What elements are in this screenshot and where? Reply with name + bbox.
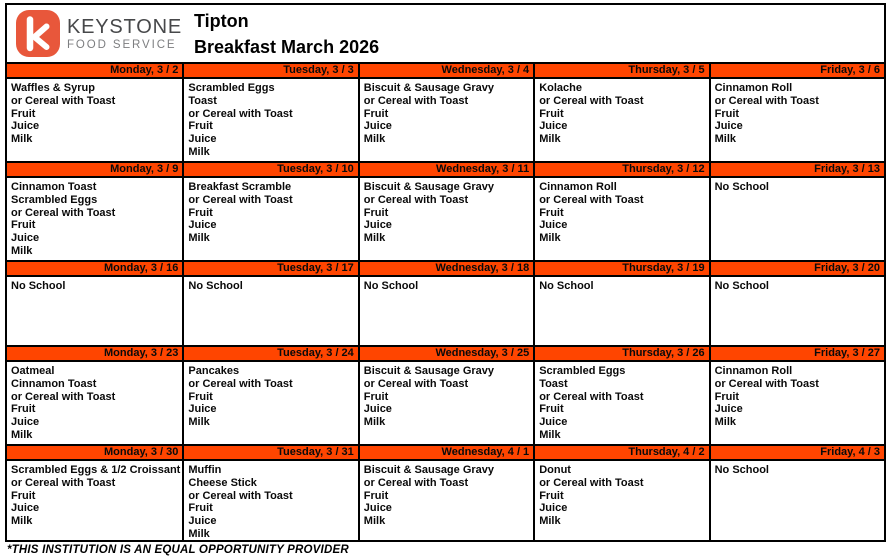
- menu-item: Fruit: [714, 107, 740, 120]
- menu-item: Milk: [11, 133, 33, 146]
- menu-item: Biscuit & Sausage Gravy: [363, 181, 495, 193]
- menu-item: Biscuit & Sausage Gravy: [363, 365, 495, 377]
- menu-item: Scrambled Eggs: [188, 82, 275, 94]
- menu-item: Juice: [188, 219, 217, 232]
- menu-item: Fruit: [363, 206, 389, 219]
- menu-item: Fruit: [188, 390, 213, 403]
- menu-item: Milk: [11, 244, 33, 257]
- brand-name-line1: KEYSTONE: [67, 15, 182, 38]
- menu-item: or Cereal with Toast: [11, 206, 116, 219]
- menu-item: Fruit: [188, 120, 213, 133]
- menu-cell: [182, 79, 357, 161]
- menu-item: Juice: [539, 502, 568, 515]
- menu-cell: [533, 178, 708, 260]
- menu-item: Milk: [363, 515, 386, 528]
- day-header: Tuesday, 3 / 17: [182, 262, 357, 275]
- menu-item: or Cereal with Toast: [363, 377, 469, 390]
- menu-title: Breakfast March 2026: [194, 36, 380, 57]
- menu-item: Biscuit & Sausage Gravy: [363, 82, 495, 94]
- brand-name: [67, 16, 182, 52]
- menu-cell: [358, 461, 533, 540]
- menu-item: Cinnamon Roll: [714, 365, 793, 377]
- day-header: Friday, 4 / 3: [709, 446, 884, 459]
- menu-item: Fruit: [539, 489, 564, 502]
- menu-item: Cheese Stick: [188, 476, 257, 489]
- week-5-header-row: [7, 444, 884, 461]
- menu-item: Juice: [714, 120, 743, 133]
- menu-item: or Cereal with Toast: [188, 377, 293, 390]
- day-header: Thursday, 3 / 19: [533, 262, 708, 275]
- menu-cell: [182, 277, 357, 345]
- menu-item: Fruit: [188, 206, 213, 219]
- menu-item: Juice: [11, 416, 40, 429]
- menu-cell: [358, 362, 533, 444]
- menu-item: Milk: [714, 133, 736, 146]
- menu-item: Juice: [363, 219, 392, 232]
- week-2-body-row: [7, 178, 884, 260]
- title-block: [182, 8, 379, 60]
- day-header: Thursday, 3 / 26: [533, 347, 708, 360]
- menu-item: Fruit: [11, 107, 36, 120]
- menu-item: Milk: [363, 232, 386, 245]
- menu-item: Juice: [539, 120, 568, 133]
- menu-cell: [7, 79, 182, 161]
- menu-item: or Cereal with Toast: [11, 94, 116, 107]
- menu-item: Cinnamon Toast: [11, 377, 97, 390]
- menu-item: Cinnamon Roll: [714, 82, 793, 94]
- menu-item: Milk: [714, 416, 736, 429]
- menu-cell: [7, 178, 182, 260]
- menu-cell: [7, 461, 182, 540]
- menu-item: Milk: [539, 428, 561, 441]
- menu-item: or Cereal with Toast: [188, 489, 293, 502]
- menu-item: Fruit: [363, 390, 389, 403]
- menu-item: Milk: [539, 232, 561, 245]
- day-header: Monday, 3 / 23: [104, 347, 179, 359]
- day-header: Thursday, 3 / 12: [533, 163, 708, 176]
- menu-item: No School: [363, 280, 419, 292]
- week-1-header-row: [7, 62, 884, 79]
- day-header: Monday, 3 / 9: [110, 163, 179, 175]
- menu-item: Waffles & Syrup: [11, 82, 95, 94]
- menu-item: Fruit: [363, 107, 389, 120]
- day-header: Monday, 3 / 2: [110, 64, 179, 76]
- menu-item: Juice: [714, 403, 743, 416]
- day-header: Monday, 3 / 16: [104, 262, 179, 274]
- menu-document: [5, 3, 886, 542]
- menu-item: Fruit: [714, 390, 740, 403]
- day-header: Wednesday, 3 / 11: [358, 163, 533, 176]
- menu-item: No School: [714, 464, 769, 476]
- menu-cell: [358, 178, 533, 260]
- week-4-header-row: [7, 345, 884, 362]
- menu-item: Juice: [188, 133, 217, 146]
- day-header: Wednesday, 3 / 25: [358, 347, 533, 360]
- menu-item: Juice: [363, 120, 392, 133]
- menu-item: or Cereal with Toast: [188, 193, 293, 206]
- day-header: Friday, 3 / 20: [709, 262, 884, 275]
- menu-item: Milk: [363, 133, 386, 146]
- menu-item: or Cereal with Toast: [11, 476, 116, 489]
- day-header: Tuesday, 3 / 10: [182, 163, 357, 176]
- day-header: Friday, 3 / 6: [709, 64, 884, 77]
- equal-opportunity-note: *THIS INSTITUTION IS AN EQUAL OPPORTUNITY PROVIDER: [7, 544, 349, 556]
- menu-item: Juice: [539, 219, 568, 232]
- menu-item: or Cereal with Toast: [714, 377, 819, 390]
- day-header: Thursday, 3 / 5: [533, 64, 708, 77]
- menu-cell: [709, 79, 884, 161]
- day-header: Friday, 3 / 13: [709, 163, 884, 176]
- menu-item: Juice: [363, 502, 392, 515]
- menu-item: Juice: [363, 403, 392, 416]
- menu-item: Cinnamon Roll: [539, 181, 617, 193]
- menu-item: or Cereal with Toast: [188, 107, 293, 120]
- week-2-header-row: [7, 161, 884, 178]
- day-header: Monday, 3 / 30: [104, 446, 179, 458]
- menu-item: or Cereal with Toast: [539, 193, 644, 206]
- menu-item: Fruit: [363, 489, 389, 502]
- menu-item: Fruit: [11, 403, 36, 416]
- day-header: Thursday, 4 / 2: [533, 446, 708, 459]
- week-5-body-row: [7, 461, 884, 540]
- menu-cell: [358, 277, 533, 345]
- menu-item: Fruit: [539, 107, 564, 120]
- site-name: Tipton: [194, 10, 249, 31]
- day-header: Wednesday, 4 / 1: [358, 446, 533, 459]
- menu-cell: [709, 362, 884, 444]
- menu-item: Milk: [188, 416, 210, 429]
- menu-item: Juice: [188, 403, 217, 416]
- menu-item: Milk: [188, 527, 210, 540]
- menu-cell: [709, 461, 884, 540]
- menu-item: Kolache: [539, 82, 582, 94]
- menu-item: Breakfast Scramble: [188, 181, 292, 193]
- menu-cell: [182, 461, 357, 540]
- menu-item: Milk: [11, 515, 33, 528]
- day-header: Tuesday, 3 / 3: [182, 64, 357, 77]
- day-header: Friday, 3 / 27: [709, 347, 884, 360]
- menu-item: Scrambled Eggs: [11, 193, 98, 206]
- menu-item: Toast: [539, 377, 568, 390]
- masthead: [7, 5, 884, 62]
- day-header: Wednesday, 3 / 18: [358, 262, 533, 275]
- day-header: Tuesday, 3 / 31: [182, 446, 357, 459]
- menu-item: Biscuit & Sausage Gravy: [363, 464, 495, 476]
- menu-item: or Cereal with Toast: [539, 476, 644, 489]
- menu-cell: [709, 277, 884, 345]
- menu-cell: [533, 277, 708, 345]
- menu-item: No School: [714, 280, 769, 292]
- menu-item: Milk: [363, 416, 386, 429]
- menu-item: Scrambled Eggs & 1/2 Croissant: [11, 464, 181, 476]
- menu-cell: [533, 79, 708, 161]
- menu-item: Muffin: [188, 464, 222, 476]
- menu-cell: [182, 362, 357, 444]
- menu-cell: [7, 277, 182, 345]
- menu-cell: [533, 461, 708, 540]
- menu-cell: [709, 178, 884, 260]
- menu-item: Scrambled Eggs: [539, 365, 626, 377]
- day-header: Wednesday, 3 / 4: [358, 64, 533, 77]
- menu-cell: [358, 79, 533, 161]
- menu-cell: [182, 178, 357, 260]
- menu-item: Fruit: [11, 489, 36, 502]
- menu-calendar: [7, 62, 884, 540]
- menu-item: No School: [188, 280, 243, 292]
- menu-item: Juice: [11, 120, 40, 133]
- menu-item: Milk: [11, 428, 33, 441]
- week-1-body-row: [7, 79, 884, 161]
- menu-item: or Cereal with Toast: [539, 390, 644, 403]
- menu-item: Juice: [11, 502, 40, 515]
- menu-item: or Cereal with Toast: [363, 476, 469, 489]
- menu-item: Fruit: [11, 219, 36, 232]
- menu-item: Toast: [188, 94, 217, 107]
- menu-item: Milk: [539, 515, 561, 528]
- menu-item: No School: [11, 280, 66, 292]
- menu-cell: [533, 362, 708, 444]
- menu-item: Milk: [188, 145, 210, 158]
- menu-item: or Cereal with Toast: [714, 94, 819, 107]
- keystone-k-logo-icon: [16, 10, 60, 57]
- menu-item: or Cereal with Toast: [539, 94, 644, 107]
- menu-item: Cinnamon Toast: [11, 181, 97, 193]
- menu-item: Donut: [539, 464, 571, 476]
- menu-item: Juice: [539, 416, 568, 429]
- week-3-header-row: [7, 260, 884, 277]
- menu-item: No School: [714, 181, 769, 193]
- brand-logo: [7, 10, 182, 57]
- week-4-body-row: [7, 362, 884, 444]
- menu-item: Fruit: [188, 502, 213, 515]
- menu-item: Pancakes: [188, 365, 240, 377]
- menu-item: Fruit: [539, 206, 564, 219]
- menu-item: Juice: [11, 232, 40, 245]
- menu-item: or Cereal with Toast: [363, 94, 469, 107]
- menu-item: or Cereal with Toast: [11, 390, 116, 403]
- menu-item: or Cereal with Toast: [363, 193, 469, 206]
- menu-item: Fruit: [539, 403, 564, 416]
- menu-item: No School: [539, 280, 594, 292]
- week-3-body-row: [7, 277, 884, 345]
- menu-item: Milk: [539, 133, 561, 146]
- brand-name-line2: FOOD SERVICE: [67, 38, 177, 51]
- menu-item: Oatmeal: [11, 365, 55, 377]
- menu-item: Milk: [188, 232, 210, 245]
- day-header: Tuesday, 3 / 24: [182, 347, 357, 360]
- menu-item: Juice: [188, 515, 217, 528]
- menu-cell: [7, 362, 182, 444]
